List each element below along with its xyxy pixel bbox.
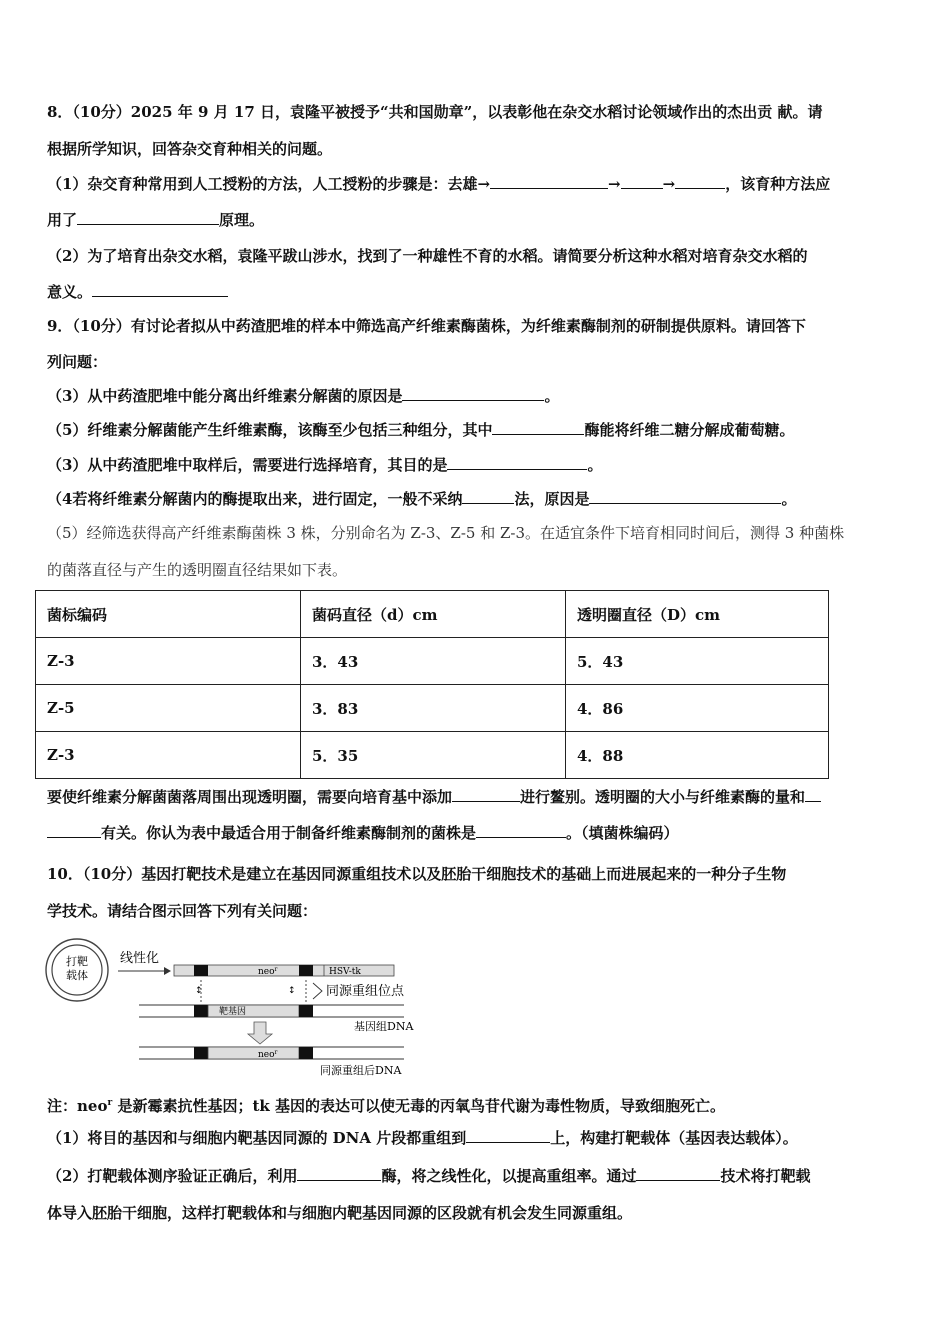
answer-blank[interactable] (589, 489, 781, 504)
q9-sub-4-end: 。 (781, 490, 797, 508)
answer-blank[interactable] (492, 420, 584, 435)
table-row (36, 685, 829, 732)
answer-blank[interactable] (805, 787, 821, 802)
q8-arrow-2: → (608, 175, 621, 193)
down-arrow-icon (248, 1022, 272, 1044)
answer-blank[interactable] (402, 386, 544, 401)
q9-sub-5a-tail: 酶能将纤维二糖分解成葡萄糖。 (584, 421, 795, 439)
table-cell: 3．43 (301, 638, 566, 685)
vector-label-1: 打靶 (66, 955, 88, 968)
q8-arrow-3: → (662, 175, 676, 193)
q8-sub-1 (47, 174, 907, 194)
q8-sub-1-used: 用了 (47, 211, 78, 229)
table-cell: 5．43 (566, 638, 829, 685)
table-row (36, 638, 829, 685)
q8-sub-1-tail: ，该育种方法应 (725, 175, 831, 193)
table-cell: 4．86 (566, 685, 829, 732)
result-arm-left (194, 1047, 208, 1059)
neo-label: neo$^r$ (258, 966, 278, 977)
link-arrow-right: ↕ (288, 986, 296, 996)
answer-blank[interactable] (452, 787, 520, 802)
q10-sub-2-text: （2）打靶载体测序验证正确后，利用 (47, 1167, 298, 1185)
q9-after-2-tail: 。（填菌株编码） (566, 824, 679, 842)
genomic-arm-left (194, 1005, 208, 1017)
q9-sub-4-mid: 法，原因是 (514, 490, 590, 508)
q8-sub-1-text: （1）杂交育种常用到人工授粉的方法，人工授粉的步骤是：去雄 (47, 175, 478, 193)
vector-label-2: 载体 (66, 969, 88, 982)
answer-blank[interactable] (447, 455, 587, 470)
q9-sub-3b-text: （3）从中药渣肥堆中取样后，需要进行选择培育，其目的是 (47, 456, 448, 474)
answer-blank[interactable] (636, 1166, 720, 1181)
target-gene-label: 靶基因 (219, 1007, 247, 1017)
q10-sub-2-tail: 技术将打靶载 (720, 1167, 811, 1185)
q9-sub-5b: （5）经筛选获得高产纤维素酶菌株 3 株，分别命名为 Z-3、Z-5 和 Z-3。在适宜条件下培育相同时间后，测得 3 种菌株 (47, 524, 845, 542)
answer-blank[interactable] (466, 1128, 550, 1143)
q10-sub-1-tail: 上，构建打靶载体（基因表达载体）。 (550, 1129, 798, 1147)
q9-sub-3a-text: （3）从中药渣肥堆中能分离出纤维素分解菌的原因是 (47, 387, 403, 405)
q9-line-2: 列问题： (47, 353, 108, 371)
table-header-cell: 菌码直径（d）cm (301, 591, 566, 638)
linearize-label: 线性化 (120, 951, 160, 966)
q9-sub-3b (47, 455, 907, 475)
answer-blank[interactable] (47, 823, 101, 838)
q10-sub-1-text: （1）将目的基因和与细胞内靶基因同源的 DNA 片段都重组到 (47, 1129, 467, 1147)
genomic-dna-label: 基因组DNA (354, 1020, 414, 1033)
link-arrow-left: ↕ (195, 986, 203, 996)
q10-note-start: 注：neo (47, 1097, 108, 1115)
q8-sub-2: （2）为了培育出杂交水稻，袁隆平跋山涉水，找到了一种雄性不育的水稻。请简要分析这种水稻对培育杂交水稻的 (47, 247, 808, 265)
homology-arm-left (194, 965, 208, 976)
table-cell: Z-5 (36, 685, 301, 732)
result-arm-right (299, 1047, 313, 1059)
q8-sub-2-cont (47, 282, 907, 302)
answer-blank[interactable] (462, 489, 514, 504)
q9-sub-5a-text: （5）纤维素分解菌能产生纤维素酶，该酶至少包括三种组分，其中 (47, 421, 493, 439)
q10-line-2: 学技术。请结合图示回答下列有关问题： (47, 902, 318, 920)
q8-line-1: 8．（10分）2025 年 9 月 17 日，袁隆平被授予“共和国勋章”，以表彰他在杂交水稻讨论领域作出的杰出贡 献。请 (47, 103, 823, 121)
table-cell: Z-3 (36, 732, 301, 779)
answer-blank[interactable] (297, 1166, 381, 1181)
q10-sub-2-mid: 酶，将之线性化，以提高重组率。通过 (381, 1167, 637, 1185)
homologous-site-label: 同源重组位点 (326, 984, 405, 999)
q10-note-rest: 是新霉素抗性基因；tk 基因的表达可以使无毒的丙氧鸟苷代谢为毒性物质，导致细胞死亡。 (112, 1097, 725, 1115)
q9-sub-3b-end: 。 (587, 456, 603, 474)
table-header-row (36, 591, 829, 638)
q10-sub-2 (47, 1166, 907, 1186)
result-neo-label: neo$^r$ (258, 1049, 278, 1060)
q8-sub-1-cont (47, 210, 907, 230)
table-header-cell: 菌标编码 (36, 591, 301, 638)
site-pointer (313, 983, 322, 999)
q9-line-1: 9．（10分）有讨论者拟从中药渣肥堆的样本中筛选高产纤维素酶菌株，为纤维素酶制剂的研制提供原料。请回答下 (47, 317, 806, 335)
q10-note-sup: r (107, 1098, 113, 1108)
table-row (36, 732, 829, 779)
table-cell: 5．35 (301, 732, 566, 779)
q10-sub-2-cont: 体导入胚胎干细胞，这样打靶载体和与细胞内靶基因同源的区段就有机会发生同源重组。 (47, 1204, 633, 1222)
genomic-arm-right (299, 1005, 313, 1017)
q9-after-2 (47, 823, 907, 843)
hsv-tk-label: HSV-tk (329, 967, 361, 977)
gene-targeting-diagram (44, 933, 434, 1083)
answer-blank[interactable] (77, 210, 219, 225)
q10-line-1: 10．（10分）基因打靶技术是建立在基因同源重组技术以及胚胎干细胞技术的基础上而进展起来的一种分子生物 (47, 865, 787, 883)
q9-after-1-tail: 进行鳌别。透明圈的大小与纤维素酶的量和 (520, 788, 806, 806)
answer-blank[interactable] (621, 174, 663, 189)
q9-sub-4 (47, 489, 907, 509)
q8-arrow-1: → (477, 175, 491, 193)
table-cell: Z-3 (36, 638, 301, 685)
answer-blank[interactable] (675, 174, 725, 189)
strain-table (35, 590, 829, 779)
homology-arm-right (299, 965, 313, 976)
q9-sub-5a (47, 420, 907, 440)
q9-after-2-text: 有关。你认为表中最适合用于制备纤维素酶制剂的菌株是 (101, 824, 477, 842)
q9-sub-5b-cont: 的菌落直径与产生的透明圈直径结果如下表。 (47, 561, 348, 579)
result-neo-segment (208, 1047, 299, 1059)
q8-sub-1-principle: 原理。 (219, 211, 265, 229)
q9-after-1 (47, 787, 907, 807)
q10-note (47, 1093, 907, 1116)
answer-blank[interactable] (476, 823, 566, 838)
table-header-cell: 透明圈直径（D）cm (566, 591, 829, 638)
answer-blank[interactable] (92, 282, 228, 297)
q9-sub-3a (47, 386, 907, 406)
q9-after-1-text: 要使纤维素分解菌菌落周围出现透明圈，需要向培育基中添加 (47, 788, 453, 806)
result-dna-label: 同源重组后DNA (320, 1064, 402, 1077)
answer-blank[interactable] (490, 174, 608, 189)
q8-line-2: 根据所学知识，回答杂交育种相关的问题。 (47, 140, 333, 158)
q9-sub-3a-end: 。 (544, 387, 560, 405)
q8-sub-2-meaning: 意义。 (47, 283, 93, 301)
table-cell: 3．83 (301, 685, 566, 732)
table-cell: 4．88 (566, 732, 829, 779)
q10-sub-1 (47, 1128, 907, 1148)
q9-sub-4-text: （4若将纤维素分解菌内的酶提取出来，进行固定，一般不采纳 (47, 490, 463, 508)
linearize-arrowhead (164, 967, 171, 975)
